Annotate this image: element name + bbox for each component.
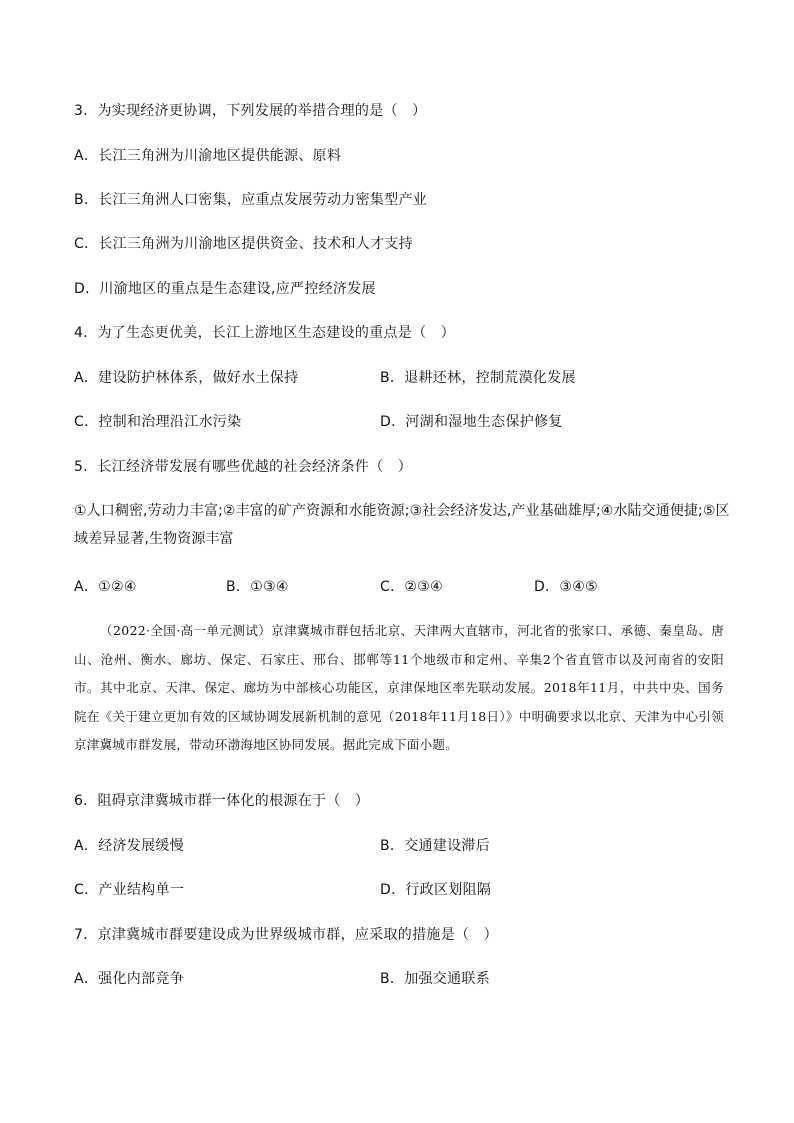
question-3-stem: 3．为实现经济更协调，下列发展的举措合理的是（ ） — [74, 103, 427, 119]
question-6-option-c: C．产业结构单一 — [74, 882, 185, 898]
reading-passage — [74, 617, 724, 760]
question-4-option-d: D．河湖和湿地生态保护修复 — [380, 414, 563, 430]
question-4-option-c: C．控制和治理沿江水污染 — [74, 414, 242, 430]
reading-passage-text: （2022·全国·高一单元测试）京津冀城市群包括北京、天津两大直辖市，河北省的张家口、承德、秦皇岛、唐山、沧州、衡水、廊坊、保定、石家庄、邢台、邯郸等11个地级市和定州、辛集2个省直管市以及河南省的安阳市。其中北京、天津、保定、廊坊为中部核心功能区，京津保地区率先联动发展。2018年11月，中共中央、国务院在《关于建立更加有效的区域协调发展新机制的意见（2018年11月18日）》中明确要求以北京、天津为中心引领京津冀城市群发展，带动环渤海地区协同发展。据此完成下面小题。 — [74, 623, 724, 752]
question-3-option-a: A．长江三角洲为川渝地区提供能源、原料 — [74, 148, 342, 164]
question-7-option-b: B．加强交通联系 — [380, 971, 491, 987]
question-6-option-b: B．交通建设滞后 — [380, 838, 491, 854]
question-5-option-b: B．①③④ — [226, 579, 289, 595]
question-3-option-c: C．长江三角洲为川渝地区提供资金、技术和人才支持 — [74, 236, 413, 252]
question-7-stem: 7．京津冀城市群要建设成为世界级城市群，应采取的措施是（ ） — [74, 927, 498, 943]
question-4-option-a: A．建设防护林体系，做好水土保持 — [74, 370, 299, 386]
question-5-option-a: A．①②④ — [74, 579, 137, 595]
question-6-option-d: D．行政区划阻隔 — [380, 882, 492, 898]
question-4-options-row-1 — [74, 368, 298, 388]
question-5-stem: 5．长江经济带发展有哪些优越的社会经济条件（ ） — [74, 459, 413, 475]
question-6-option-a: A．经济发展缓慢 — [74, 838, 184, 854]
question-7-option-a: A．强化内部竞争 — [74, 971, 184, 987]
question-6-stem: 6．阻碍京津冀城市群一体化的根源在于（ ） — [74, 793, 370, 809]
question-4-option-b: B．退耕还林，控制荒漠化发展 — [380, 370, 576, 386]
question-3-option-b: B．长江三角洲人口密集，应重点发展劳动力密集型产业 — [74, 192, 428, 208]
question-5-conditions: ①人口稠密,劳动力丰富;②丰富的矿产资源和水能资源;③社会经济发达,产业基础雄厚;④水陆交通便捷;⑤区域差异显著,生物资源丰富 — [74, 503, 730, 547]
question-5-option-c: C．②③④ — [380, 579, 443, 595]
question-3-option-d: D．川渝地区的重点是生态建设,应严控经济发展 — [74, 281, 376, 297]
question-5-option-d: D．③④⑤ — [534, 579, 598, 595]
question-4-stem: 4．为了生态更优美，长江上游地区生态建设的重点是（ ） — [74, 325, 456, 341]
